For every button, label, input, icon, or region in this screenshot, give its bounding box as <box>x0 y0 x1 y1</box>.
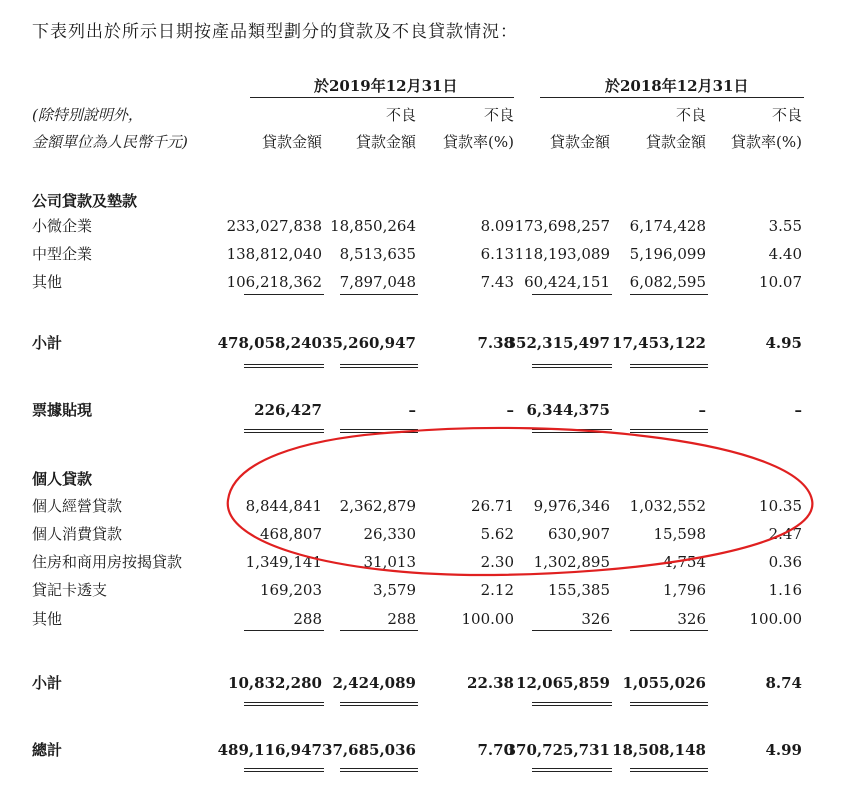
discount-row-value-2: – <box>506 401 514 419</box>
corporate-subtotal-value-0: 478,058,240 <box>217 334 322 352</box>
personal-row-1-value-3: 630,907 <box>547 525 610 543</box>
personal-subtotal-value-3: 12,065,859 <box>516 674 610 692</box>
discount-row-value-0: 226,427 <box>254 401 322 419</box>
total-row-value-2: 7.70 <box>477 741 514 759</box>
corporate-row-1-value-2: 6.13 <box>480 245 514 263</box>
personal-row-0-label: 個人經營貸款 <box>32 497 123 515</box>
corporate-row-1-value-4: 5,196,099 <box>629 245 706 263</box>
col-header-0-line2: 貸款金額 <box>261 133 322 151</box>
personal-row-4-label: 其他 <box>32 610 63 628</box>
discount-row-value-1: – <box>408 401 416 419</box>
personal-row-4-value-1: 288 <box>387 610 416 628</box>
personal-row-4-value-2: 100.00 <box>461 610 514 628</box>
red-ellipse-stroke <box>228 428 813 575</box>
personal-row-0-value-2: 26.71 <box>471 497 514 515</box>
corporate-row-2-value-5: 10.07 <box>759 273 802 291</box>
personal-row-3-value-2: 2.12 <box>480 581 514 599</box>
corporate-row-1-value-3: 118,193,089 <box>514 245 610 263</box>
corporate-row-2-value-1: 7,897,048 <box>339 273 416 291</box>
personal-row-2-value-1: 31,013 <box>363 553 416 571</box>
personal-row-4-value-3: 326 <box>581 610 610 628</box>
corporate-row-2-value-0: 106,218,362 <box>226 273 322 291</box>
period-2019: 於2019年12月31日 <box>314 77 458 95</box>
personal-row-1-value-4: 15,598 <box>653 525 706 543</box>
col-header-3-line2: 貸款金額 <box>549 133 610 151</box>
personal-row-3-value-3: 155,385 <box>547 581 610 599</box>
discount-row-label: 票據貼現 <box>32 401 93 419</box>
corporate-row-2-label: 其他 <box>32 273 63 291</box>
total-row-value-0: 489,116,947 <box>217 741 322 759</box>
corporate-row-1-value-5: 4.40 <box>768 245 802 263</box>
personal-subtotal-label: 小計 <box>32 674 63 692</box>
col-header-2-line2: 貸款率(%) <box>443 133 514 151</box>
personal-row-4-value-5: 100.00 <box>749 610 802 628</box>
personal-row-1-value-2: 5.62 <box>480 525 514 543</box>
personal-row-4-value-0: 288 <box>293 610 322 628</box>
intro-text: 下表列出於所示日期按產品類型劃分的貸款及不良貸款情況： <box>32 22 518 42</box>
corporate-row-0-value-5: 3.55 <box>768 217 802 235</box>
personal-row-3-value-5: 1.16 <box>768 581 802 599</box>
section-title-corporate: 公司貸款及墊款 <box>32 192 138 210</box>
col-header-4-line1: 不良 <box>675 106 706 124</box>
corporate-subtotal-label: 小計 <box>32 334 63 352</box>
total-row-label: 總計 <box>32 741 63 759</box>
corporate-row-0-value-2: 8.09 <box>480 217 514 235</box>
corporate-row-0-value-1: 18,850,264 <box>330 217 416 235</box>
corporate-row-0-value-0: 233,027,838 <box>226 217 322 235</box>
col-header-1-line2: 貸款金額 <box>355 133 416 151</box>
corporate-row-0-value-3: 173,698,257 <box>514 217 610 235</box>
unit-note-line2: 金額單位為人民幣千元) <box>32 133 188 151</box>
personal-row-2-value-0: 1,349,141 <box>245 553 322 571</box>
corporate-row-0-label: 小微企業 <box>32 217 93 235</box>
personal-row-0-value-1: 2,362,879 <box>339 497 416 515</box>
personal-row-2-value-3: 1,302,895 <box>533 553 610 571</box>
personal-row-3-value-1: 3,579 <box>373 581 416 599</box>
corporate-row-2-value-4: 6,082,595 <box>629 273 706 291</box>
personal-row-1-value-5: 2.47 <box>768 525 802 543</box>
corporate-subtotal-value-5: 4.95 <box>765 334 802 352</box>
discount-row-value-4: – <box>698 401 706 419</box>
personal-row-2-value-4: 4,754 <box>663 553 706 571</box>
personal-row-2-value-2: 2.30 <box>480 553 514 571</box>
total-row-value-5: 4.99 <box>765 741 802 759</box>
personal-subtotal-value-1: 2,424,089 <box>332 674 416 692</box>
personal-row-3-label: 貸記卡透支 <box>32 581 108 599</box>
corporate-row-0-value-4: 6,174,428 <box>629 217 706 235</box>
col-header-2-line1: 不良 <box>483 106 514 124</box>
unit-note-line1: (除特別說明外， <box>32 106 143 124</box>
section-title-personal: 個人貸款 <box>32 470 93 488</box>
col-header-4-line2: 貸款金額 <box>645 133 706 151</box>
col-header-1-line1: 不良 <box>385 106 416 124</box>
personal-row-2-value-5: 0.36 <box>768 553 802 571</box>
personal-row-1-value-0: 468,807 <box>259 525 322 543</box>
corporate-row-1-label: 中型企業 <box>32 245 93 263</box>
total-row-value-4: 18,508,148 <box>612 741 706 759</box>
personal-row-2-label: 住房和商用房按揭貸款 <box>32 553 183 571</box>
personal-subtotal-value-5: 8.74 <box>765 674 802 692</box>
corporate-row-1-value-0: 138,812,040 <box>226 245 322 263</box>
corporate-subtotal-value-1: 35,260,947 <box>322 334 416 352</box>
total-row-value-3: 370,725,731 <box>505 741 610 759</box>
personal-row-0-value-3: 9,976,346 <box>533 497 610 515</box>
personal-row-4-value-4: 326 <box>677 610 706 628</box>
personal-row-3-value-4: 1,796 <box>663 581 706 599</box>
personal-row-0-value-4: 1,032,552 <box>629 497 706 515</box>
personal-row-3-value-0: 169,203 <box>259 581 322 599</box>
corporate-subtotal-value-3: 352,315,497 <box>505 334 610 352</box>
corporate-row-2-value-3: 60,424,151 <box>524 273 610 291</box>
personal-subtotal-value-0: 10,832,280 <box>228 674 322 692</box>
total-row-value-1: 37,685,036 <box>322 741 416 759</box>
period-2018: 於2018年12月31日 <box>605 77 749 95</box>
corporate-row-1-value-1: 8,513,635 <box>339 245 416 263</box>
personal-row-1-label: 個人消費貸款 <box>32 525 123 543</box>
corporate-row-2-value-2: 7.43 <box>480 273 514 291</box>
col-header-5-line2: 貸款率(%) <box>731 133 802 151</box>
discount-row-value-5: – <box>794 401 802 419</box>
col-header-5-line1: 不良 <box>771 106 802 124</box>
personal-subtotal-value-4: 1,055,026 <box>622 674 706 692</box>
personal-row-1-value-1: 26,330 <box>363 525 416 543</box>
personal-row-0-value-5: 10.35 <box>759 497 802 515</box>
corporate-subtotal-value-4: 17,453,122 <box>612 334 706 352</box>
discount-row-value-3: 6,344,375 <box>526 401 610 419</box>
personal-row-0-value-0: 8,844,841 <box>245 497 322 515</box>
personal-subtotal-value-2: 22.38 <box>467 674 514 692</box>
corporate-subtotal-value-2: 7.38 <box>477 334 514 352</box>
